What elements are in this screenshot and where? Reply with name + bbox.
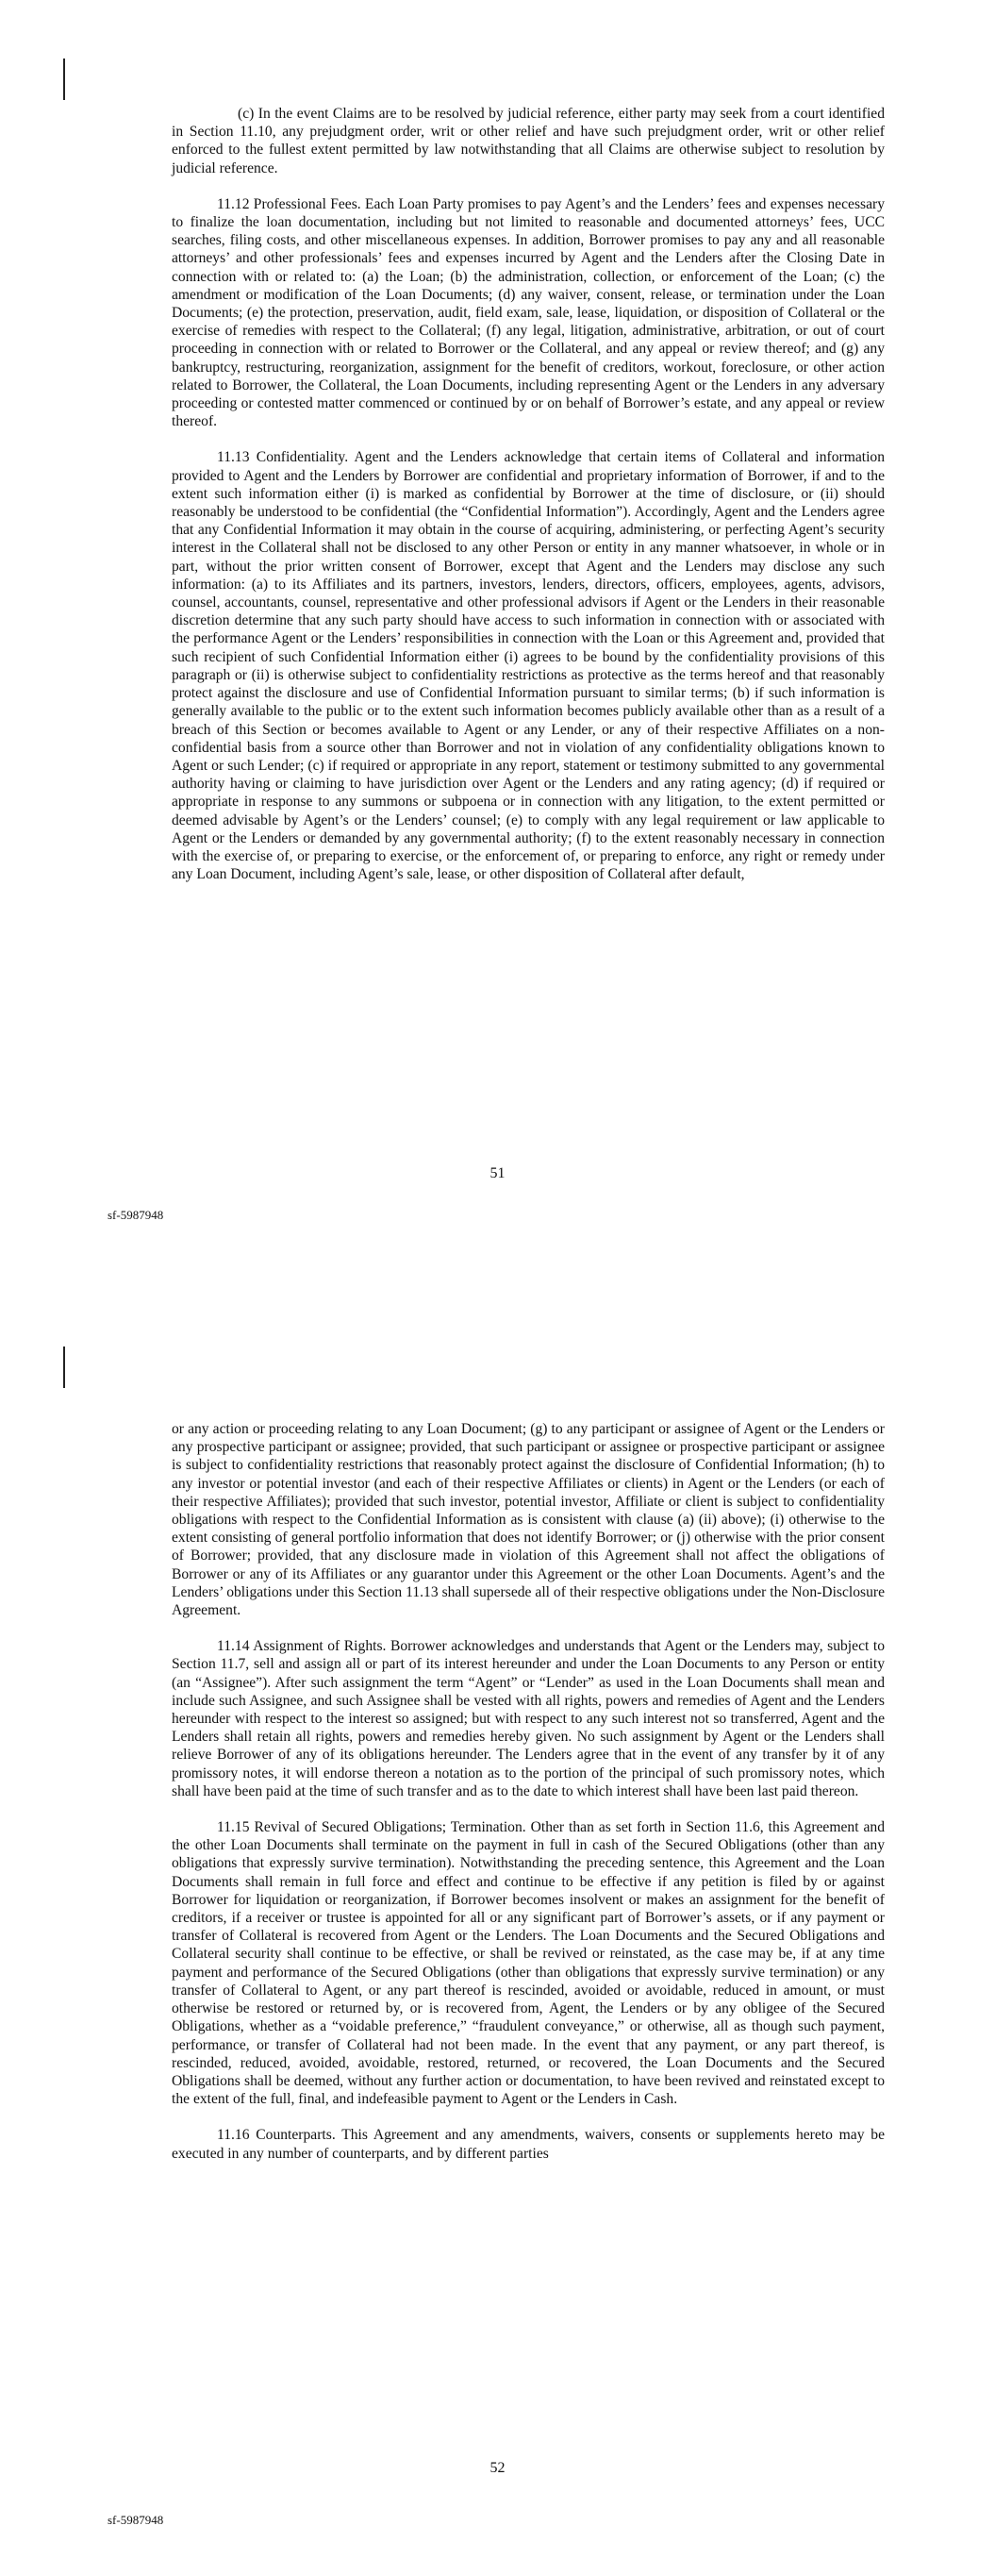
page-number: 52 bbox=[489, 2460, 506, 2476]
page-52 bbox=[0, 1288, 995, 2576]
paragraph-11-13-continued: or any action or proceeding relating to any Loan Document; (g) to any participant or assignee of Agent or the Lenders or any prospective participant or assignee; provided, that such participant or assignee or prospective participant or assignee is subject to confidentiality restrictions that reasonably protect against the disclosure of Confidential Information; (h) to any investor or potential investor (and each of their respective Affiliates or clients) in Agent or the Lenders (or each of their respective Affiliates); provided that such investor, potential investor, Affiliate or client is subject to confidentiality obligations with respect to the Confidential Information as is consistent with clause (a) (ii) above); (i) otherwise to the extent consisting of general portfolio information that does not identify Borrower; or (j) otherwise with the prior consent of Borrower; provided, that any disclosure made in violation of this Agreement shall not affect the obligations of Borrower or any of its Affiliates or any guarantor under this Agreement or the other Loan Documents. Agent’s and the Lenders’ obligations under this Section 11.13 shall supersede all of their respective obligations under the Non-Disclosure Agreement. bbox=[172, 1421, 885, 1619]
paragraph-clause-c: (c) In the event Claims are to be resolved by judicial reference, either party may seek from a court identified in Section 11.10, any prejudgment order, writ or other relief and have such prejudgment order, writ or other relief enforced to the fullest extent permitted by law notwithstanding that all Claims are otherwise subject to resolution by judicial reference. bbox=[172, 106, 885, 176]
paragraph-11-14-assignment-of-rights: 11.14 Assignment of Rights. Borrower acknowledges and understands that Agent or the Lenders may, subject to Section 11.7, sell and assign all or part of its interest hereunder and under the Loan Documents to any Person or entity (an “Assignee”). After such assignment the term “Agent” or “Lender” as used in the Loan Documents shall mean and include such Assignee, and such Assignee shall be vested with all rights, powers and remedies of Agent and the Lenders hereunder with respect to the interest so assigned; but with respect to any such interest not so transferred, Agent and the Lenders shall retain all rights, powers and remedies hereby given. No such assignment by Agent or the Lenders shall relieve Borrower of any of its obligations hereunder. The Lenders agree that in the event of any transfer by it of any promissory notes, it will endorse thereon a notation as to the portion of the principal of such promissory notes, which shall have been paid at the time of such transfer and as to the date to which interest shall have been last paid thereon. bbox=[172, 1638, 885, 1799]
paragraph-11-15-revival: 11.15 Revival of Secured Obligations; Termination. Other than as set forth in Section 11.6, this Agreement and the other Loan Documents shall terminate on the payment in full in cash of the Secured Obligations (other than any obligations that expressly survive termination). Notwithstanding the preceding sentence, this Agreement and the Loan Documents shall remain in full force and effect and continue to be effective if any petition is filed by or against Borrower for liquidation or reorganization, if Borrower becomes insolvent or makes an assignment for the benefit of creditors, if a receiver or trustee is appointed for all or any significant part of Borrower’s assets, or if any payment or transfer of Collateral is recovered from Agent or the Lenders. The Loan Documents and the Secured Obligations and Collateral security shall continue to be effective, or shall be revived or reinstated, as the case may be, if at any time payment and performance of the Secured Obligations (other than obligations that expressly survive termination) or any transfer of Collateral to Agent, or any part thereof is rescinded, avoided or avoidable, reduced in amount, or must otherwise be restored or returned by, or is recovered from, Agent, the Lenders or by any obligee of the Secured Obligations, whether as a “voidable preference,” “fraudulent conveyance,” or otherwise, all as though such payment, performance, or transfer of Collateral had not been made. In the event that any payment, or any part thereof, is rescinded, reduced, avoided, avoidable, restored, returned, or recovered, the Loan Documents and the Secured Obligations shall be deemed, without any further action or documentation, to have been revived and reinstated except to the extent of the full, final, and indefeasible payment to Agent or the Lenders in Cash. bbox=[172, 1819, 885, 2108]
document-id: sf-5987948 bbox=[108, 2513, 164, 2527]
page-body bbox=[172, 1420, 885, 2163]
revision-bar bbox=[63, 1347, 65, 1388]
revision-bar bbox=[63, 59, 65, 100]
paragraph-11-16-counterparts: 11.16 Counterparts. This Agreement and any amendments, waivers, consents or supplements hereto may be executed in any number of counterparts, and by different parties bbox=[172, 2127, 885, 2162]
page-body bbox=[172, 105, 885, 883]
paragraph-11-13-confidentiality: 11.13 Confidentiality. Agent and the Lenders acknowledge that certain items of Collateral and information provided to Agent and the Lenders by Borrower are confidential and proprietary information of Borrower, if and to the extent such information either (i) is marked as confidential by Borrower at the time of disclosure, or (ii) should reasonably be understood to be confidential (the “Confidential Information”). Accordingly, Agent and the Lenders agree that any Confidential Information it may obtain in the course of acquiring, administering, or perfecting Agent’s security interest in the Collateral shall not be disclosed to any other Person or entity in any manner whatsoever, in whole or in part, without the prior written consent of Borrower, except that Agent and the Lenders may disclose any such information: (a) to its Affiliates and its partners, investors, lenders, directors, officers, employees, agents, advisors, counsel, accountants, counsel, representative and other professional advisors if Agent or the Lenders in their reasonable discretion determine that any such party should have access to such information in connection with or associated with the performance Agent or the Lenders’ responsibilities in connection with the Loan or this Agreement and, provided that such recipient of such Confidential Information either (i) agrees to be bound by the confidentiality provisions of this paragraph or (ii) is otherwise subject to confidentiality restrictions as protective as the terms hereof and that reasonably protect against the disclosure and use of Confidential Information pursuant to similar terms; (b) if such information is generally available to the public or to the extent such information becomes publicly available other than as a result of a breach of this Section or becomes available to Agent or any Lender, or any of their respective Affiliates on a non-confidential basis from a source other than Borrower and not in violation of any confidentiality obligations known to Agent or such Lender; (c) if required or appropriate in any report, statement or testimony submitted to any governmental authority having or claiming to have jurisdiction over Agent or the Lenders and any rating agency; (d) if required or appropriate in response to any summons or subpoena or in connection with any litigation, to the extent permitted or deemed advisable by Agent’s or the Lenders’ counsel; (e) to comply with any legal requirement or law applicable to Agent or the Lenders or demanded by any governmental authority; (f) to the extent reasonably necessary in connection with the exercise of, or preparing to exercise, or the enforcement of, or preparing to enforce, any right or remedy under any Loan Document, including Agent’s sale, lease, or other disposition of Collateral after default, bbox=[172, 449, 885, 883]
paragraph-11-12-professional-fees: 11.12 Professional Fees. Each Loan Party promises to pay Agent’s and the Lenders’ fees and expenses necessary to finalize the loan documentation, including but not limited to reasonable and documented attorneys’ fees, UCC searches, filing costs, and other miscellaneous expenses. In addition, Borrower promises to pay any and all reasonable attorneys’ and other professionals’ fees and expenses incurred by Agent and the Lenders after the Closing Date in connection with or related to: (a) the Loan; (b) the administration, collection, or enforcement of the Loan; (c) the amendment or modification of the Loan Documents; (d) any waiver, consent, release, or termination under the Loan Documents; (e) the protection, preservation, audit, field exam, sale, lease, liquidation, or disposition of Collateral or the exercise of remedies with respect to the Collateral; (f) any legal, litigation, administrative, arbitration, or out of court proceeding in connection with or related to Borrower or the Collateral, and any appeal or review thereof; and (g) any bankruptcy, restructuring, reorganization, assignment for the benefit of creditors, workout, foreclosure, or other action related to Borrower, the Collateral, the Loan Documents, including representing Agent or the Lenders in any adversary proceeding or contested matter commenced or continued by or on behalf of Borrower’s estate, and any appeal or review thereof. bbox=[172, 195, 885, 430]
page-number: 51 bbox=[489, 1165, 506, 1181]
document-id: sf-5987948 bbox=[108, 1208, 164, 1222]
